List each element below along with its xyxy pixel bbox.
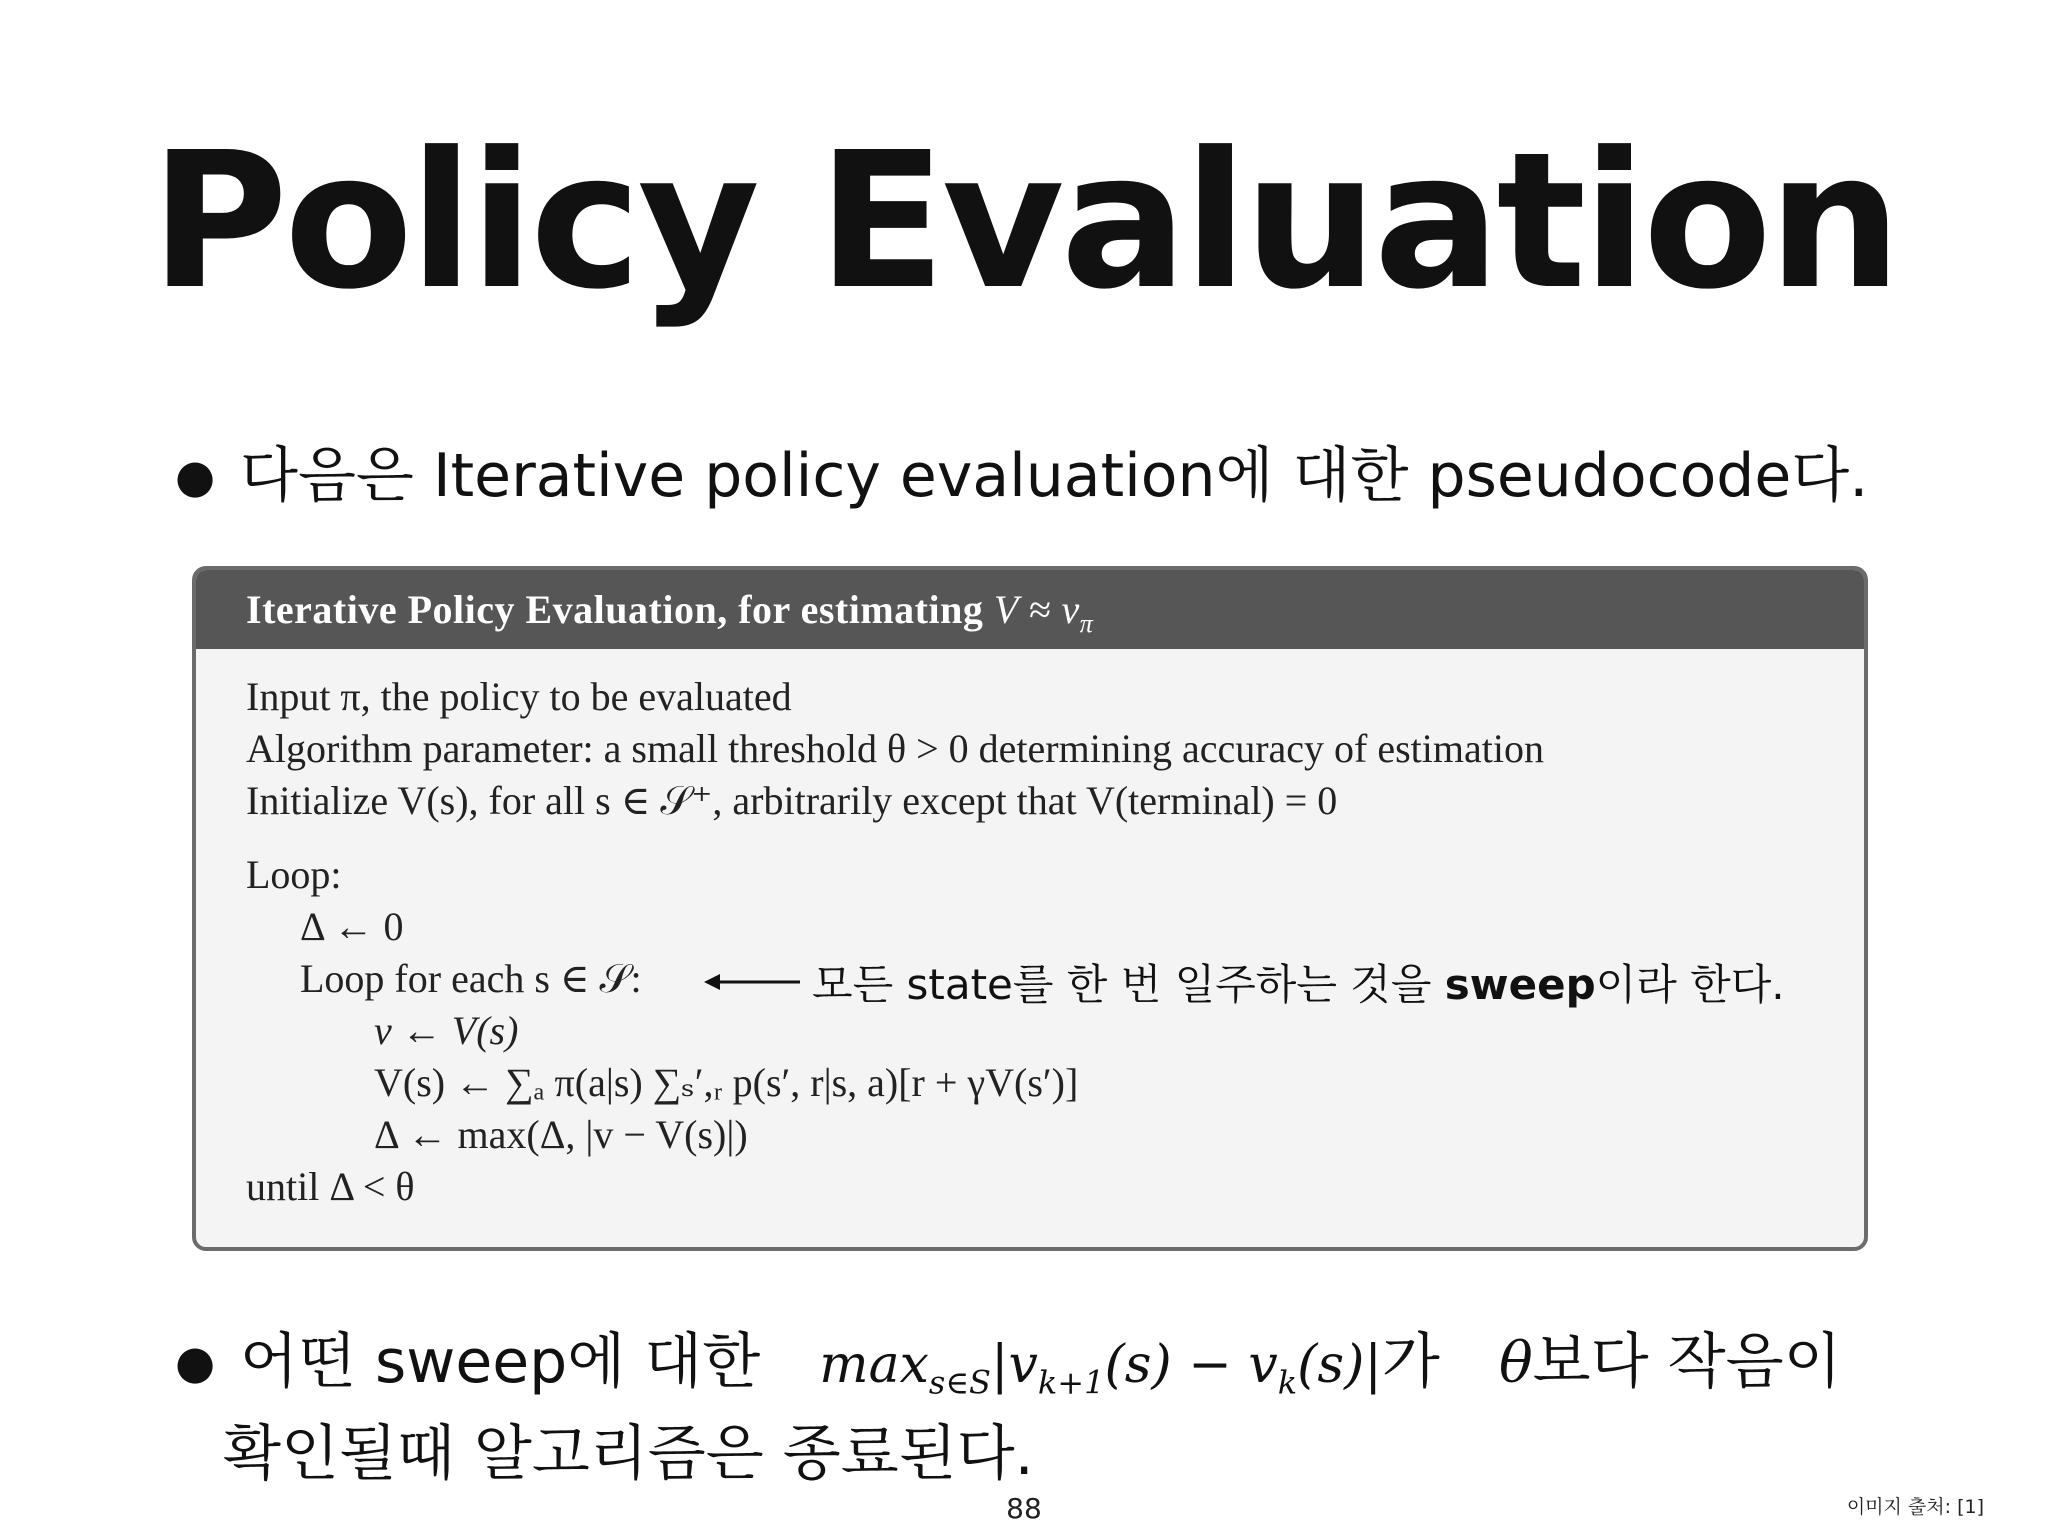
pseudocode-header — [196, 570, 1864, 649]
annotation-arrow-icon — [704, 970, 800, 990]
pseudocode-line-loop: Loop: — [246, 852, 342, 897]
pseudocode-line-bellman-update: V(s) ← ∑ₐ π(a|s) ∑ₛ′,ᵣ p(s′, r|s, a)[r + γV(s′)] — [374, 1060, 1079, 1105]
bullet-intro-text: 다음은 Iterative policy evaluation에 대한 pseudocode다. — [240, 441, 1869, 511]
page-number: 88 — [1006, 1492, 1042, 1525]
pseudocode-line-initialize: Initialize V(s), for all s ∈ 𝒮⁺, arbitrarily except that V(terminal) = 0 — [246, 778, 1338, 823]
termination-formula: $\max_{s\in S}|v_{k+1}(s) - v_k(s)|$ — [819, 1335, 1382, 1402]
bullet-dot: ● — [175, 1335, 216, 1389]
pseudocode-line-loop-states: Loop for each s ∈ 𝒮: — [300, 956, 642, 1001]
pseudocode-box — [192, 566, 1868, 1251]
bullet-dot: ● — [175, 449, 216, 503]
pseudocode-header-math: $V \approx v_\pi$ — [993, 587, 1094, 638]
pseudocode-line-parameter: Algorithm parameter: a small threshold θ > 0 determining accuracy of estimation — [246, 726, 1544, 771]
sweep-annotation: 모든 state를 한 번 일주하는 것을 sweep이라 한다. — [812, 960, 1785, 1009]
theta-symbol: θ — [1498, 1331, 1533, 1396]
bullet-termination-line1: 어떤 sweep에 대한 $\max_{s\in S}|v_{k+1}(s) - v_k(s)|$가 θ보다 작음이 — [240, 1327, 1842, 1402]
bullet-termination-line2: 확인될때 알고리즘은 종료된다. — [223, 1419, 1034, 1489]
pseudocode-line-delta-update: Δ ← max(Δ, |v − V(s)|) — [374, 1112, 748, 1157]
pseudocode-line-input: Input π, the policy to be evaluated — [246, 674, 792, 719]
pseudocode-line-v-assign: v ← V(s) — [374, 1008, 519, 1053]
pseudocode-line-delta-init: Δ ← 0 — [300, 904, 404, 949]
pseudocode-header-text: Iterative Policy Evaluation, for estimating — [246, 587, 994, 632]
pseudocode-line-until: until Δ < θ — [246, 1164, 415, 1209]
image-source-note: 이미지 출처: [1] — [1846, 1496, 1984, 1518]
slide-title: Policy Evaluation — [150, 112, 1898, 331]
